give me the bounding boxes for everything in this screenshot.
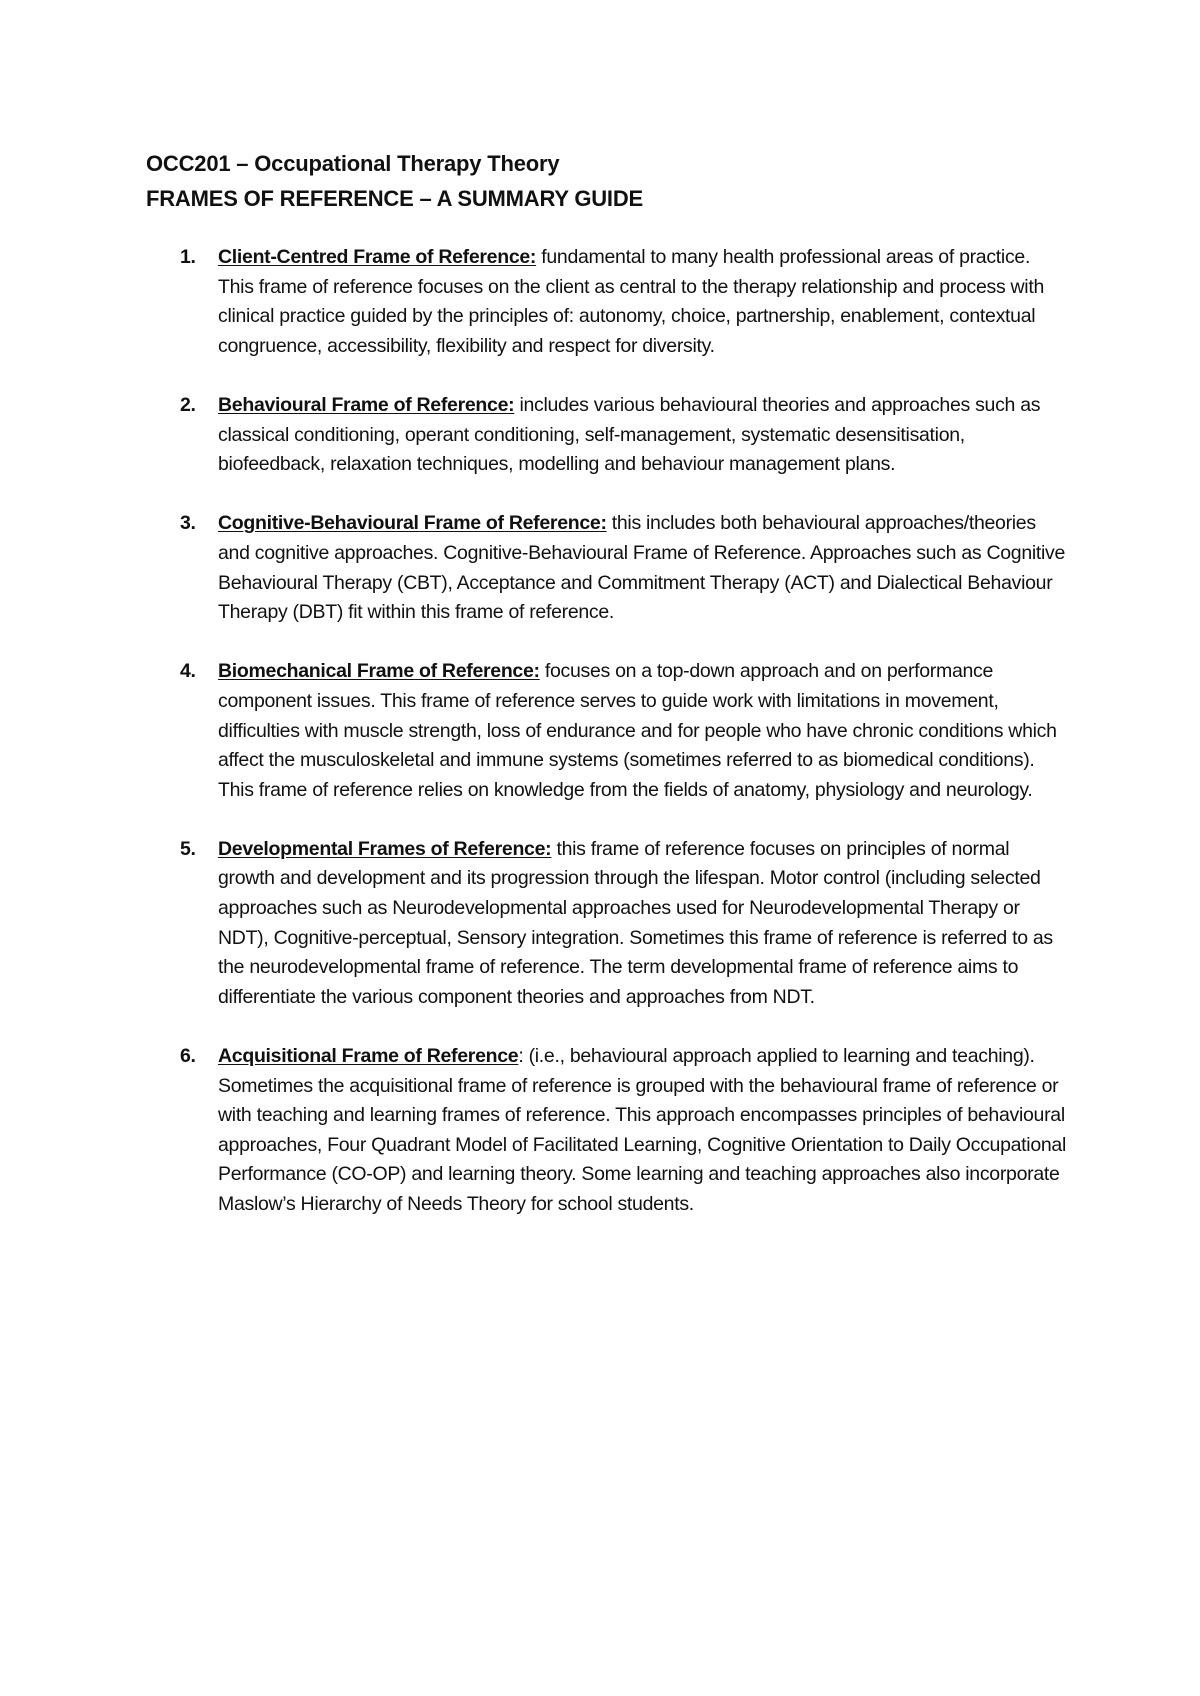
frame-number: 4. (180, 660, 196, 683)
frame-description: fundamental to many health professional areas of practice. This frame of reference focuses on the client as central to the therapy relationship and process with clinical practice guided by the principles of: autonomy, choice, partnership, enablement, contextual congruence, accessibility, flexibility and respect for diversity. (218, 246, 1044, 357)
frame-description: focuses on a top-down approach and on performance component issues. This frame of reference serves to guide work with limitations in movement, difficulties with muscle strength, loss of endurance and for people who have chronic conditions which affect the musculoskeletal and immune systems (sometimes referred to as biomedical conditions). This frame of reference relies on knowledge from the fields of anatomy, physiology and neurology. (218, 660, 1057, 801)
frames-list (146, 243, 1066, 1249)
frame-item-developmental (146, 835, 1066, 1013)
frame-number: 6. (180, 1045, 196, 1068)
frame-name: Behavioural Frame of Reference: (218, 393, 515, 416)
document-header (146, 146, 1066, 216)
frame-description: this includes both behavioural approaches/theories and cognitive approaches. Cognitive-Behavioural Frame of Reference. Approaches such as Cognitive Behavioural Therapy (CBT), Acceptance and Commitment Therapy (ACT) and Dialectical Behaviour Therapy (DBT) fit within this frame of reference. (218, 512, 1066, 624)
frame-number: 1. (180, 246, 196, 268)
frame-number: 2. (180, 393, 196, 416)
frame-description: (i.e., behavioural approach applied to learning and teaching). Sometimes the acquisitional frame of reference is grouped with the behavioural frame of reference or with teaching and learning frames of reference. This approach encompasses principles of behavioural approaches, Four Quadrant Model of Facilitated Learning, Cognitive Orientation to Daily Occupational Performance (CO-OP) and learning theory. Some learning and teaching approaches also incorporate Maslow’s Hierarchy of Needs Theory for school students. (218, 1045, 1066, 1215)
frame-item-acquisitional (146, 1042, 1066, 1220)
frame-item-cognitive-behavioural (146, 509, 1066, 627)
frame-item-biomechanical (146, 657, 1066, 805)
frame-name-suffix: : (518, 1045, 524, 1068)
frame-description: this frame of reference focuses on principles of normal growth and development and its progression through the lifespan. Motor control (including selected approaches such as Neurodevelopmental approaches used for Neurodevelopmental Therapy or NDT), Cognitive-perceptual, Sensory integration. Sometimes this frame of reference is referred to as the neurodevelopmental frame of reference. The term developmental frame of reference aims to differentiate the various component theories and approaches from NDT. (218, 837, 1053, 1008)
course-title: OCC201 – Occupational Therapy Theory (146, 151, 560, 176)
frame-name: Cognitive-Behavioural Frame of Reference: (218, 512, 607, 535)
frame-name: Developmental Frames of Reference: (218, 837, 552, 860)
document-title: FRAMES OF REFERENCE – A SUMMARY GUIDE (146, 186, 644, 211)
frame-number: 3. (180, 512, 196, 535)
frame-item-client-centred (146, 243, 1066, 361)
frame-name: Acquisitional Frame of Reference (218, 1045, 519, 1068)
frame-description: includes various behavioural theories and approaches such as classical conditioning, operant conditioning, self-management, systematic desensitisation, biofeedback, relaxation techniques, modelling and behaviour management plans. (218, 393, 1041, 476)
frame-item-behavioural (146, 391, 1066, 480)
frame-name: Biomechanical Frame of Reference: (218, 660, 540, 683)
frame-number: 5. (180, 837, 196, 860)
frame-name: Client-Centred Frame of Reference: (218, 246, 537, 268)
